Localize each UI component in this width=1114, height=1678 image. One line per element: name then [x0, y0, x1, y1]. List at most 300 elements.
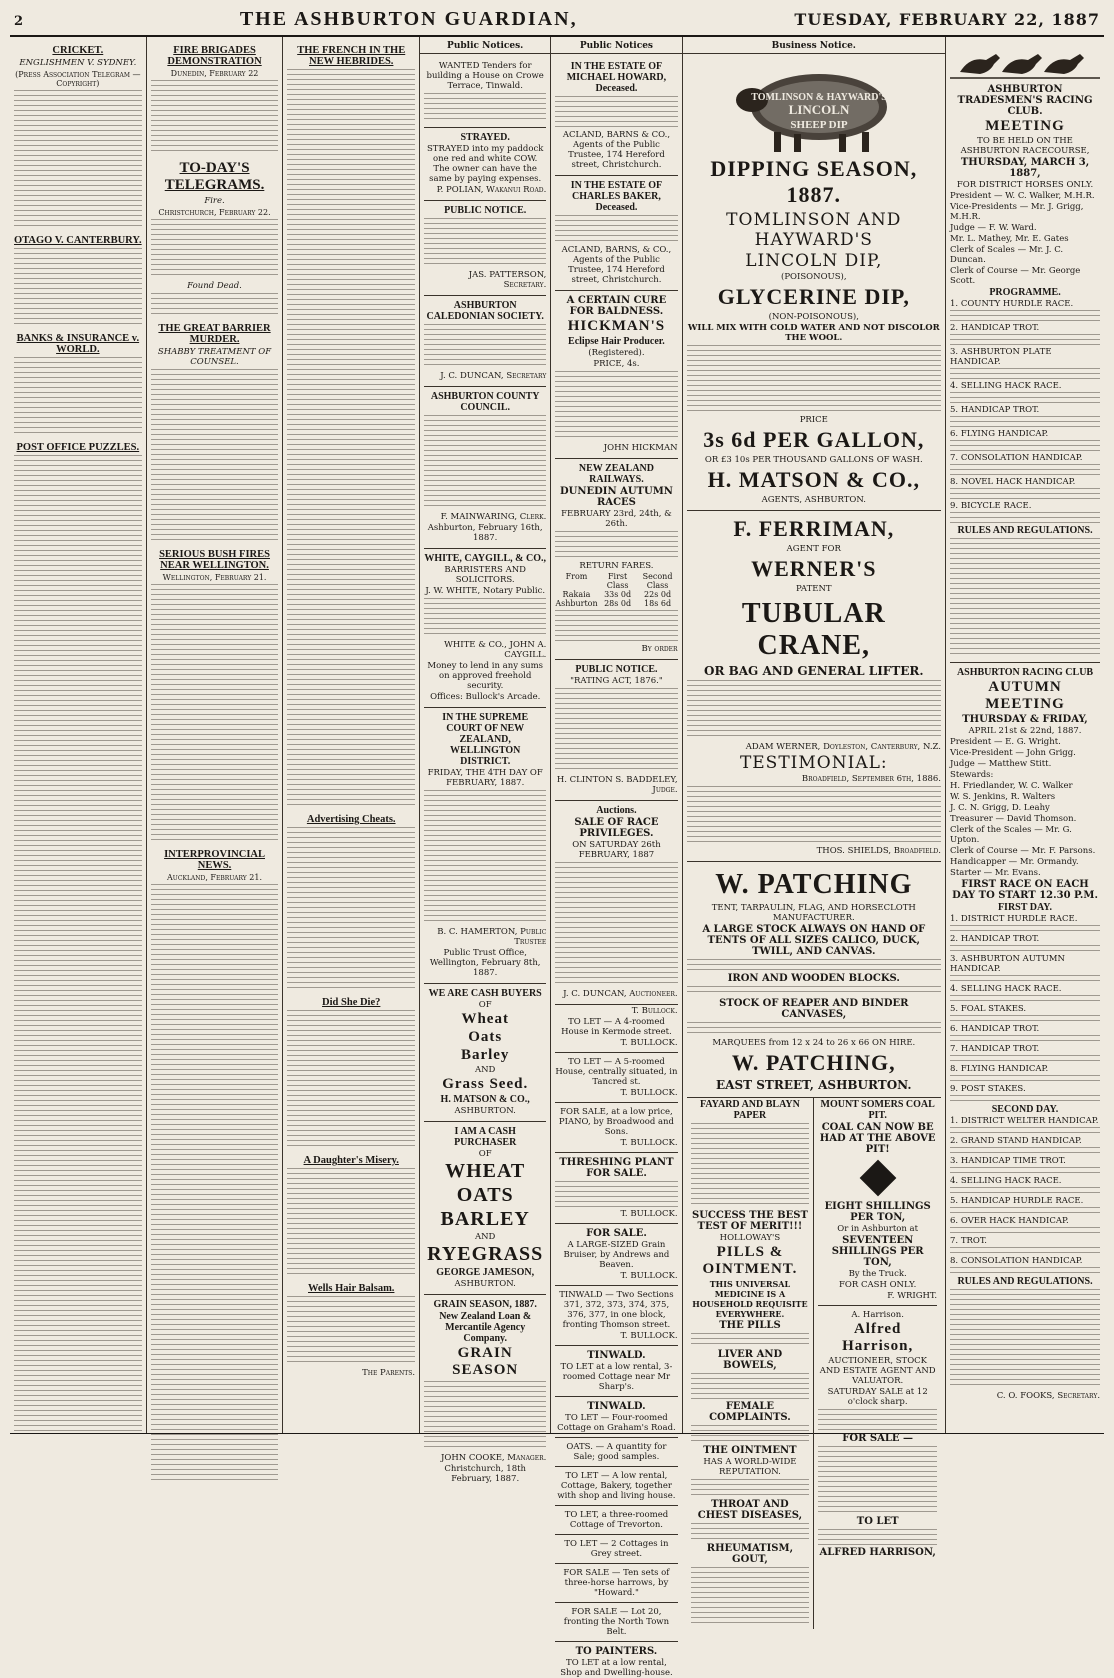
interprovincial-body: [151, 884, 279, 1484]
fares-cell: 33s 0d: [604, 590, 632, 599]
rules-2-body: [950, 1289, 1100, 1389]
event-body: [950, 925, 1100, 933]
strayed-heading: STRAYED.: [460, 132, 510, 143]
loan-body: [424, 1381, 546, 1451]
strayed-notice: [424, 128, 546, 201]
fayard-body: [691, 1123, 810, 1208]
howard-estate-notice: [555, 57, 677, 176]
first-day-event: 5. FOAL STAKES.: [950, 1004, 1027, 1014]
cash-buyers-town: ASHBURTON.: [454, 1106, 516, 1116]
ferriman-signature: ADAM WERNER, Doyleston, Canterbury, N.Z.: [745, 742, 942, 752]
harrison-body-3: [818, 1529, 937, 1545]
arc-officer-line: Clerk of the Scales — Mr. G. Upton.: [950, 825, 1072, 845]
baker-estate-heading: IN THE ESTATE OF CHARLES BAKER, Deceased.: [570, 180, 663, 213]
county-council-date: Ashburton, February 16th, 1887.: [427, 523, 543, 543]
event-body: [950, 945, 1100, 953]
hickman-price: PRICE, 4s.: [593, 359, 640, 369]
baldness-heading: A CERTAIN CURE FOR BALDNESS.: [566, 295, 667, 317]
cash-purchaser-of: OF: [478, 1149, 492, 1159]
cash-buyers-signature: H. MATSON & CO.,: [440, 1094, 530, 1105]
bush-fires-heading: SERIOUS BUSH FIRES NEAR WELLINGTON.: [159, 549, 270, 571]
testimonial-heading: TESTIMONIAL:: [739, 753, 888, 773]
railways-heading: NEW ZEALAND RAILWAYS.: [578, 463, 654, 485]
column-5-header: Public Notices: [551, 40, 681, 54]
bullock-item: A LARGE-SIZED Grain Bruiser, by Andrews and Beaven.: [563, 1240, 670, 1270]
cash-purchaser-town: ASHBURTON.: [454, 1279, 516, 1289]
patching-address: EAST STREET, ASHBURTON.: [716, 1078, 912, 1092]
harrison-label: A. Harrison.: [851, 1310, 904, 1320]
programme-event: 1. COUNTY HURDLE RACE.: [950, 299, 1074, 309]
cash-item-barley: Barley: [460, 1047, 510, 1063]
holloway-liver: LIVER AND BOWELS,: [717, 1349, 783, 1371]
testimonial-date: Broadfield, September 6th, 1886.: [801, 774, 942, 784]
harrison-signature: ALFRED HARRISON,: [819, 1547, 936, 1558]
page-number: 2: [14, 14, 24, 29]
ferriman-tubular-crane: TUBULAR CRANE,: [741, 598, 886, 661]
event-body: [950, 995, 1100, 1003]
programme-heading: PROGRAMME.: [989, 287, 1061, 298]
caledonian-heading: ASHBURTON CALEDONIAN SOCIETY.: [426, 300, 544, 322]
first-day-event: 9. POST STAKES.: [950, 1084, 1026, 1094]
cash-buyers-ad: [424, 984, 546, 1122]
bullock-item: FOR SALE — Lot 20, fronting the North Town Belt.: [563, 1607, 670, 1637]
dip-non-poisonous: (NON-POISONOUS),: [768, 312, 859, 322]
white-caygill-notice: [424, 549, 546, 708]
rating-body: [555, 688, 677, 773]
fire-brigades-dateline: Dunedin, February 22: [170, 69, 259, 78]
event-body: [950, 464, 1100, 476]
meeting-place: TO BE HELD ON THE ASHBURTON RACECOURSE,: [960, 136, 1090, 156]
railways-body-2: [555, 610, 677, 642]
holloway-female: FEMALE COMPLAINTS.: [709, 1401, 791, 1423]
lower-ad-pair: [687, 1098, 941, 1629]
bullock-notices: [555, 1006, 677, 1678]
grain-season-ad: [424, 1295, 546, 1489]
coal-signature: F. WRIGHT.: [887, 1291, 938, 1301]
diamond-ornament-icon: [859, 1160, 896, 1197]
patching-signature: W. PATCHING,: [731, 1050, 896, 1075]
holloway-the-pills: THE PILLS: [719, 1320, 781, 1331]
holloway-body-4: [691, 1479, 810, 1497]
holloway-body-6: [691, 1567, 810, 1627]
supreme-court-date: FRIDAY, THE 4TH DAY OF FEBRUARY, 1887.: [427, 768, 543, 788]
officer-line: Mr. L. Mathey, Mr. E. Gates: [950, 234, 1069, 244]
sheep-label-line-1: TOMLINSON & HAYWARD'S: [750, 92, 887, 103]
first-day-event: 3. ASHBURTON AUTUMN HANDICAP.: [950, 954, 1065, 974]
columns: [10, 37, 1104, 1678]
hickman-ad: [555, 291, 677, 459]
coal-or: Or in Ashburton at: [837, 1224, 919, 1234]
event-body: [950, 1127, 1100, 1135]
holloway-body-1: [691, 1333, 810, 1347]
second-day-list: [950, 1116, 1100, 1275]
bullock-item: TINWALD.: [587, 1350, 646, 1361]
column-4-header: Public Notices.: [420, 40, 550, 54]
bullock-item: TO LET — Four-roomed Cottage on Graham's Road.: [557, 1413, 676, 1433]
holloway-body-5: [691, 1523, 810, 1541]
fayard-heading: FAYARD AND BLAYN PAPER: [700, 1099, 800, 1121]
telegrams-dateline: Christchurch, February 22.: [158, 208, 271, 217]
dip-price-2: OR £3 10s PER THOUSAND GALLONS OF WASH.: [704, 455, 923, 465]
bullock-item: TO LET at a low rental, Shop and Dwelling-house.: [560, 1658, 673, 1678]
fares-cell: First Class: [606, 572, 629, 590]
coal-cash: FOR CASH ONLY.: [839, 1280, 917, 1290]
puzzles-heading: POST OFFICE PUZZLES.: [16, 442, 140, 453]
event-body: [950, 1075, 1100, 1083]
bullock-item: THRESHING PLANT FOR SALE.: [559, 1157, 674, 1179]
loan-signature: JOHN COOKE, Manager.: [440, 1453, 547, 1463]
programme-event: 8. NOVEL HACK HANDICAP.: [950, 477, 1076, 487]
county-council-heading: ASHBURTON COUNTY COUNCIL.: [430, 391, 540, 413]
harrison-to-let: TO LET: [856, 1516, 899, 1527]
telegrams-body: [151, 219, 279, 279]
caledonian-signature: J. C. DUNCAN, Secretary: [440, 371, 547, 381]
dip-maker: TOMLINSON AND HAYWARD'S: [726, 210, 902, 250]
holloway-ointment: THE OINTMENT: [703, 1445, 797, 1456]
patching-heading: W. PATCHING: [715, 869, 913, 900]
advertising-cheats-heading: Advertising Cheats.: [306, 814, 396, 825]
arc-officer-line: Vice-President — John Grigg.: [950, 748, 1076, 758]
event-body: [950, 310, 1100, 322]
meeting-district-only: FOR DISTRICT HORSES ONLY.: [956, 180, 1094, 190]
racing-illustration: [950, 42, 1100, 82]
newspaper-title: THE ASHBURTON GUARDIAN,: [239, 8, 578, 30]
arc-officer-line: Treasurer — David Thomson.: [950, 814, 1077, 824]
event-body: [950, 334, 1100, 346]
second-day-event: 2. GRAND STAND HANDICAP.: [950, 1136, 1082, 1146]
autumn-days: THURSDAY & FRIDAY,: [962, 714, 1088, 725]
tradesmens-club-banner: ASHBURTON TRADESMEN'S RACING CLUB.: [957, 84, 1093, 117]
supreme-court-signature: B. C. HAMERTON, Public Trustee: [437, 927, 547, 947]
event-body: [950, 1015, 1100, 1023]
ferriman-agent-for: AGENT FOR: [786, 544, 841, 554]
daughter-heading: A Daughter's Misery.: [303, 1155, 399, 1166]
club-officers: [950, 191, 1100, 286]
rules-body: [950, 538, 1100, 658]
telegrams-fire-sub: Fire.: [204, 196, 225, 206]
hickman-body: [555, 371, 677, 441]
otago-heading: OTAGO V. CANTERBURY.: [14, 235, 142, 246]
officer-line: Vice-Presidents — Mr. J. Grigg, M.H.R.: [950, 202, 1084, 222]
howard-estate-signature: ACLAND, BARNS & CO., Agents of the Public Trustee, 174 Hereford street, Christchurch.: [562, 130, 671, 170]
barrier-body: [151, 369, 279, 544]
fares-cell: Ashburton: [555, 599, 598, 608]
first-race-time: FIRST RACE ON EACH DAY TO START 12.30 P.M.: [952, 879, 1098, 901]
officer-line: Clerk of Scales — Mr. J. C. Duncan.: [950, 245, 1064, 265]
event-body: [950, 440, 1100, 452]
sheep-label-line-3: SHEEP DIP: [790, 119, 848, 131]
officer-line: Clerk of Course — Mr. George Scott.: [950, 266, 1081, 286]
strayed-signature: P. POLIAN, Wakanui Road.: [436, 185, 547, 195]
column-news-3: [283, 37, 420, 1433]
strayed-text: STRAYED into my paddock one red and white COW. The owner can have the same by paying expenses.: [426, 144, 544, 184]
bullock-item: TO LET — A low rental, Cottage, Bakery, together with shop and living house.: [557, 1471, 676, 1501]
holloway-body-3: [691, 1425, 810, 1443]
racing-horses-icon: [950, 42, 1100, 82]
patching-body-1: [687, 959, 941, 971]
event-body: [950, 975, 1100, 983]
newspaper-page: [10, 8, 1104, 1678]
second-day-event: 1. DISTRICT WELTER HANDICAP.: [950, 1116, 1099, 1126]
event-body: [950, 368, 1100, 380]
hebrides-heading: THE FRENCH IN THE NEW HEBRIDES.: [297, 45, 406, 67]
testimonial-signature: THOS. SHIELDS, Broadfield.: [816, 846, 942, 856]
patching-reaper: STOCK OF REAPER AND BINDER CANVASES,: [719, 998, 909, 1020]
fire-brigades-heading: FIRE BRIGADES DEMONSTRATION: [167, 45, 262, 67]
arc-officer-line: W. S. Jenkins, R. Walters: [950, 792, 1056, 802]
telegrams-heading: TO-DAY'S TELEGRAMS.: [164, 160, 265, 193]
bullock-item: TINWALD.: [587, 1401, 646, 1412]
cash-item-grass-seed: Grass Seed.: [442, 1076, 529, 1092]
autumn-meeting-heading: AUTUMN MEETING: [985, 679, 1065, 712]
cash-purchaser-signature: GEORGE JAMESON,: [436, 1267, 535, 1278]
arc-officer-line: J. C. N. Grigg, D. Leahy: [950, 803, 1050, 813]
public-notice-body: [424, 218, 546, 268]
rating-notice: [555, 660, 677, 801]
did-she-die-body: [287, 1010, 415, 1150]
patching-stock: A LARGE STOCK ALWAYS ON HAND OF TENTS OF ALL SIZES CALICO, DUCK, TWILL, AND CANVAS.: [702, 924, 926, 957]
interprovincial-dateline: Auckland, February 21.: [167, 873, 263, 882]
ferriman-heading: F. FERRIMAN,: [733, 516, 895, 541]
fares-cell: 18s 6d: [644, 599, 672, 608]
bullock-item: TO LET — A 5-roomed House, centrally situated, in Tancred st.: [555, 1057, 678, 1087]
programme-event: 4. SELLING HACK RACE.: [950, 381, 1062, 391]
patching-blocks: IRON AND WOODEN BLOCKS.: [727, 973, 900, 984]
event-body: [950, 1147, 1100, 1155]
officer-line: Judge — F. W. Ward.: [950, 223, 1037, 233]
cricket-body: [14, 90, 142, 230]
auctions-date: ON SATURDAY 26th FEBRUARY, 1887: [572, 840, 661, 860]
autumn-dates: APRIL 21st & 22nd, 1887.: [968, 726, 1082, 736]
tender-body: [424, 93, 546, 121]
county-council-notice: [424, 387, 546, 549]
cash-purchaser-heading: I AM A CASH PURCHASER: [454, 1126, 517, 1148]
wells-body: [287, 1296, 415, 1366]
second-day-event: 5. HANDICAP HURDLE RACE.: [950, 1196, 1084, 1206]
arc-officer-line: Judge — Matthew Stitt.: [950, 759, 1052, 769]
white-caygill-name: J. W. WHITE, Notary Public.: [425, 586, 546, 596]
arc-officer-line: Handicapper — Mr. Ormandy.: [950, 857, 1079, 867]
baker-estate-signature: ACLAND, BARNS, & CO., Agents of the Public Trustee, 174 Hereford street, Christchurch.: [561, 245, 672, 285]
first-day-event: 2. HANDICAP TROT.: [950, 934, 1040, 944]
column-news-1: [10, 37, 147, 1433]
puzzles-body: [14, 455, 142, 1435]
bush-fires-body: [151, 584, 279, 844]
grain-season-heading: GRAIN SEASON, 1887.: [433, 1299, 537, 1310]
second-day-heading: SECOND DAY.: [991, 1104, 1059, 1115]
arc-officer-line: President — E. G. Wright.: [950, 737, 1061, 747]
holloway-reputation: HAS A WORLD-WIDE REPUTATION.: [703, 1457, 797, 1477]
cricket-subheading: ENGLISHMEN V. SYDNEY.: [19, 58, 137, 68]
banks-heading: BANKS & INSURANCE v. WORLD.: [16, 333, 140, 355]
coal-price: EIGHT SHILLINGS PER TON,: [824, 1201, 931, 1223]
fares-cell: From: [565, 572, 588, 581]
column-public-notices-1: [420, 37, 551, 1484]
white-caygill-money: Money to lend in any sums on approved freehold security.: [427, 661, 543, 691]
bullock-item: TINWALD — Two Sections 371, 372, 373, 374, 375, 376, 377, in one block, fronting Thomson street.: [559, 1290, 674, 1330]
holloway-throat: THROAT AND CHEST DISEASES,: [697, 1499, 803, 1521]
harrison-body-1: [818, 1409, 937, 1431]
sheep-dip-ad: [687, 57, 941, 511]
fares-table: [555, 572, 677, 608]
purch-item-wheat: WHEAT: [445, 1160, 526, 1182]
barrier-subheading: SHABBY TREATMENT OF COUNSEL.: [157, 347, 272, 367]
bullock-item: FOR SALE, at a low price, PIANO, by Broadwood and Sons.: [558, 1107, 674, 1137]
coal-by-truck: By the Truck.: [848, 1269, 907, 1279]
white-caygill-sub: BARRISTERS AND SOLICITORS.: [444, 565, 526, 585]
event-body: [950, 1035, 1100, 1043]
bullock-item: TO LET — 2 Cottages in Grey street.: [564, 1539, 669, 1559]
column-business-notices: [683, 37, 946, 1565]
did-she-die-heading: Did She Die?: [322, 997, 381, 1008]
dip-body: [687, 345, 941, 413]
tender-text: WANTED Tenders for building a House on Crowe Terrace, Tinwald.: [426, 61, 544, 91]
harrison-for-sale: FOR SALE —: [842, 1433, 914, 1444]
railways-fares-heading: RETURN FARES.: [579, 561, 654, 571]
racing-signature: C. O. FOOKS, Secretary.: [996, 1391, 1101, 1401]
column-public-notices-2: [551, 37, 682, 1678]
rating-act: "RATING ACT, 1876.": [570, 676, 663, 686]
fares-cell: Rakaia: [562, 590, 591, 599]
ferriman-werners: WERNER'S: [751, 556, 877, 581]
fares-cell: 28s 0d: [604, 599, 632, 608]
holloway-name: HOLLOWAY'S: [719, 1233, 781, 1243]
loan-agency-heading: New Zealand Loan & Mercantile Agency Company.: [439, 1311, 532, 1344]
barrier-heading: THE GREAT BARRIER MURDER.: [158, 323, 271, 345]
patching-body-2: [687, 986, 941, 996]
bullock-item: TO LET at a low rental, 3-roomed Cottage near Mr Sharp's.: [560, 1362, 673, 1392]
first-day-event: 8. FLYING HANDICAP.: [950, 1064, 1049, 1074]
purch-item-ryegrass: RYEGRASS: [427, 1243, 544, 1265]
event-body: [950, 1095, 1100, 1103]
county-council-body: [424, 415, 546, 510]
rules-heading: RULES AND REGULATIONS.: [957, 525, 1093, 536]
meeting-date: THURSDAY, MARCH 3, 1887,: [960, 157, 1090, 179]
bullock-item: FOR SALE.: [586, 1228, 647, 1239]
holloway-pills: PILLS & OINTMENT.: [702, 1244, 798, 1277]
auctions-heading: Auctions.: [596, 805, 637, 816]
event-body: [950, 1187, 1100, 1195]
cricket-heading: CRICKET.: [52, 45, 104, 56]
cash-item-and: AND: [474, 1065, 496, 1075]
first-day-event: 7. HANDICAP TROT.: [950, 1044, 1040, 1054]
white-caygill-heading: WHITE, CAYGILL, & CO.,: [424, 553, 546, 564]
first-day-list: [950, 914, 1100, 1103]
dipping-season-heading: DIPPING SEASON, 1887.: [710, 156, 918, 207]
interprovincial-heading: INTERPROVINCIAL NEWS.: [164, 849, 265, 871]
cash-item-oats: Oats: [468, 1029, 503, 1045]
railways-signature: By order: [641, 644, 678, 654]
howard-estate-heading: IN THE ESTATE OF MICHAEL HOWARD, Deceased.: [566, 61, 667, 94]
arc-heading: ASHBURTON RACING CLUB: [956, 667, 1094, 678]
otago-body: [14, 248, 142, 328]
purch-item-oats: OATS: [456, 1184, 514, 1206]
first-day-event: 6. HANDICAP TROT.: [950, 1024, 1040, 1034]
bullock-signature: T. BULLOCK.: [620, 1271, 678, 1281]
event-body: [950, 1207, 1100, 1215]
event-body: [950, 1247, 1100, 1255]
coal-and-harrison-ads: [814, 1098, 941, 1629]
bush-fires-dateline: Wellington, February 21.: [162, 573, 267, 582]
first-day-event: 1. DISTRICT HURDLE RACE.: [950, 914, 1078, 924]
railways-races: DUNEDIN AUTUMN RACES: [559, 486, 673, 508]
event-body: [950, 1167, 1100, 1175]
patching-body-3: [687, 1022, 941, 1036]
railways-body: [555, 531, 677, 559]
second-day-event: 4. SELLING HACK RACE.: [950, 1176, 1062, 1186]
harrison-trade: AUCTIONEER, STOCK AND ESTATE AGENT AND VALUATOR.: [819, 1356, 936, 1386]
cash-item-wheat: Wheat: [461, 1011, 509, 1027]
event-body: [950, 488, 1100, 500]
holloway-rheumatism: RHEUMATISM, GOUT,: [706, 1543, 794, 1565]
ferriman-bag-lifter: OR BAG AND GENERAL LIFTER.: [704, 664, 924, 678]
event-body: [950, 512, 1100, 524]
loan-date: Christchurch, 18th February, 1887.: [444, 1464, 527, 1484]
column-news-2: [147, 37, 284, 1433]
programme-event: 5. HANDICAP TROT.: [950, 405, 1040, 415]
second-day-event: 6. OVER HACK HANDICAP.: [950, 1216, 1069, 1226]
bullock-item: FOR SALE — Ten sets of three-horse harrows, by "Howard.": [563, 1568, 670, 1598]
programme-event: 2. HANDICAP TROT.: [950, 323, 1040, 333]
county-council-signature: F. MAINWARING, Clerk.: [440, 512, 547, 522]
event-body: [950, 1227, 1100, 1235]
cash-purchaser-ad: [424, 1122, 546, 1295]
caledonian-notice: [424, 296, 546, 387]
holloway-ad: [687, 1098, 815, 1629]
white-caygill-office: Offices: Bullock's Arcade.: [430, 692, 541, 702]
caledonian-body: [424, 324, 546, 369]
event-body: [950, 1055, 1100, 1063]
rating-heading: PUBLIC NOTICE.: [575, 664, 658, 675]
patching-marquees: MARQUEES from 12 x 24 to 26 x 66 ON HIRE.: [712, 1038, 916, 1048]
first-day-heading: FIRST DAY.: [997, 902, 1053, 913]
officer-line: President — W. C. Walker, M.H.R.: [950, 191, 1095, 201]
white-caygill-signature: WHITE & CO., JOHN A. CAYGILL.: [444, 640, 547, 660]
supreme-court-notice: [424, 708, 546, 984]
bullock-item: OATS. — A quantity for Sale; good samples.: [566, 1442, 667, 1462]
wells-heading: Wells Hair Balsam.: [308, 1283, 395, 1294]
sheep-illustration: [687, 62, 941, 154]
column-6-header: Business Notice.: [683, 40, 945, 54]
dip-lincoln: LINCOLN DIP,: [745, 251, 883, 271]
supreme-court-heading: IN THE SUPREME COURT OF NEW ZEALAND, WELLINGTON DISTRICT.: [442, 712, 529, 767]
second-day-event: 3. HANDICAP TIME TROT.: [950, 1156, 1066, 1166]
event-body: [950, 392, 1100, 404]
coal-heading: MOUNT SOMERS COAL PIT.: [820, 1099, 935, 1121]
fares-cell: Second Class: [642, 572, 673, 590]
programme-event: 9. BICYCLE RACE.: [950, 501, 1032, 511]
dip-poisonous: (POISONOUS),: [781, 272, 847, 282]
dip-glycerine: GLYCERINE DIP,: [717, 284, 910, 309]
holloway-body-2: [691, 1373, 810, 1399]
supreme-court-footer: Public Trust Office, Wellington, February 8th, 1887.: [429, 948, 541, 978]
harrison-body-2: [818, 1446, 937, 1514]
bullock-signature: T. BULLOCK.: [620, 1038, 678, 1048]
howard-estate-body: [555, 96, 677, 128]
public-notice-1: [424, 201, 546, 296]
programme-event: 7. CONSOLATION HANDICAP.: [950, 453, 1083, 463]
bullock-signature: T. BULLOCK.: [620, 1331, 678, 1341]
patching-ad: [687, 862, 941, 1098]
found-dead-sub: Found Dead.: [187, 281, 242, 291]
arc-officer-line: Stewards:: [950, 770, 994, 780]
column-3-footer: The Parents.: [362, 1368, 416, 1378]
rating-signature: H. CLINTON S. BADDELEY, Judge.: [556, 775, 678, 795]
baker-estate-body: [555, 215, 677, 243]
meeting-heading: MEETING: [985, 118, 1065, 134]
white-caygill-body: [424, 598, 546, 638]
event-body: [950, 1267, 1100, 1275]
